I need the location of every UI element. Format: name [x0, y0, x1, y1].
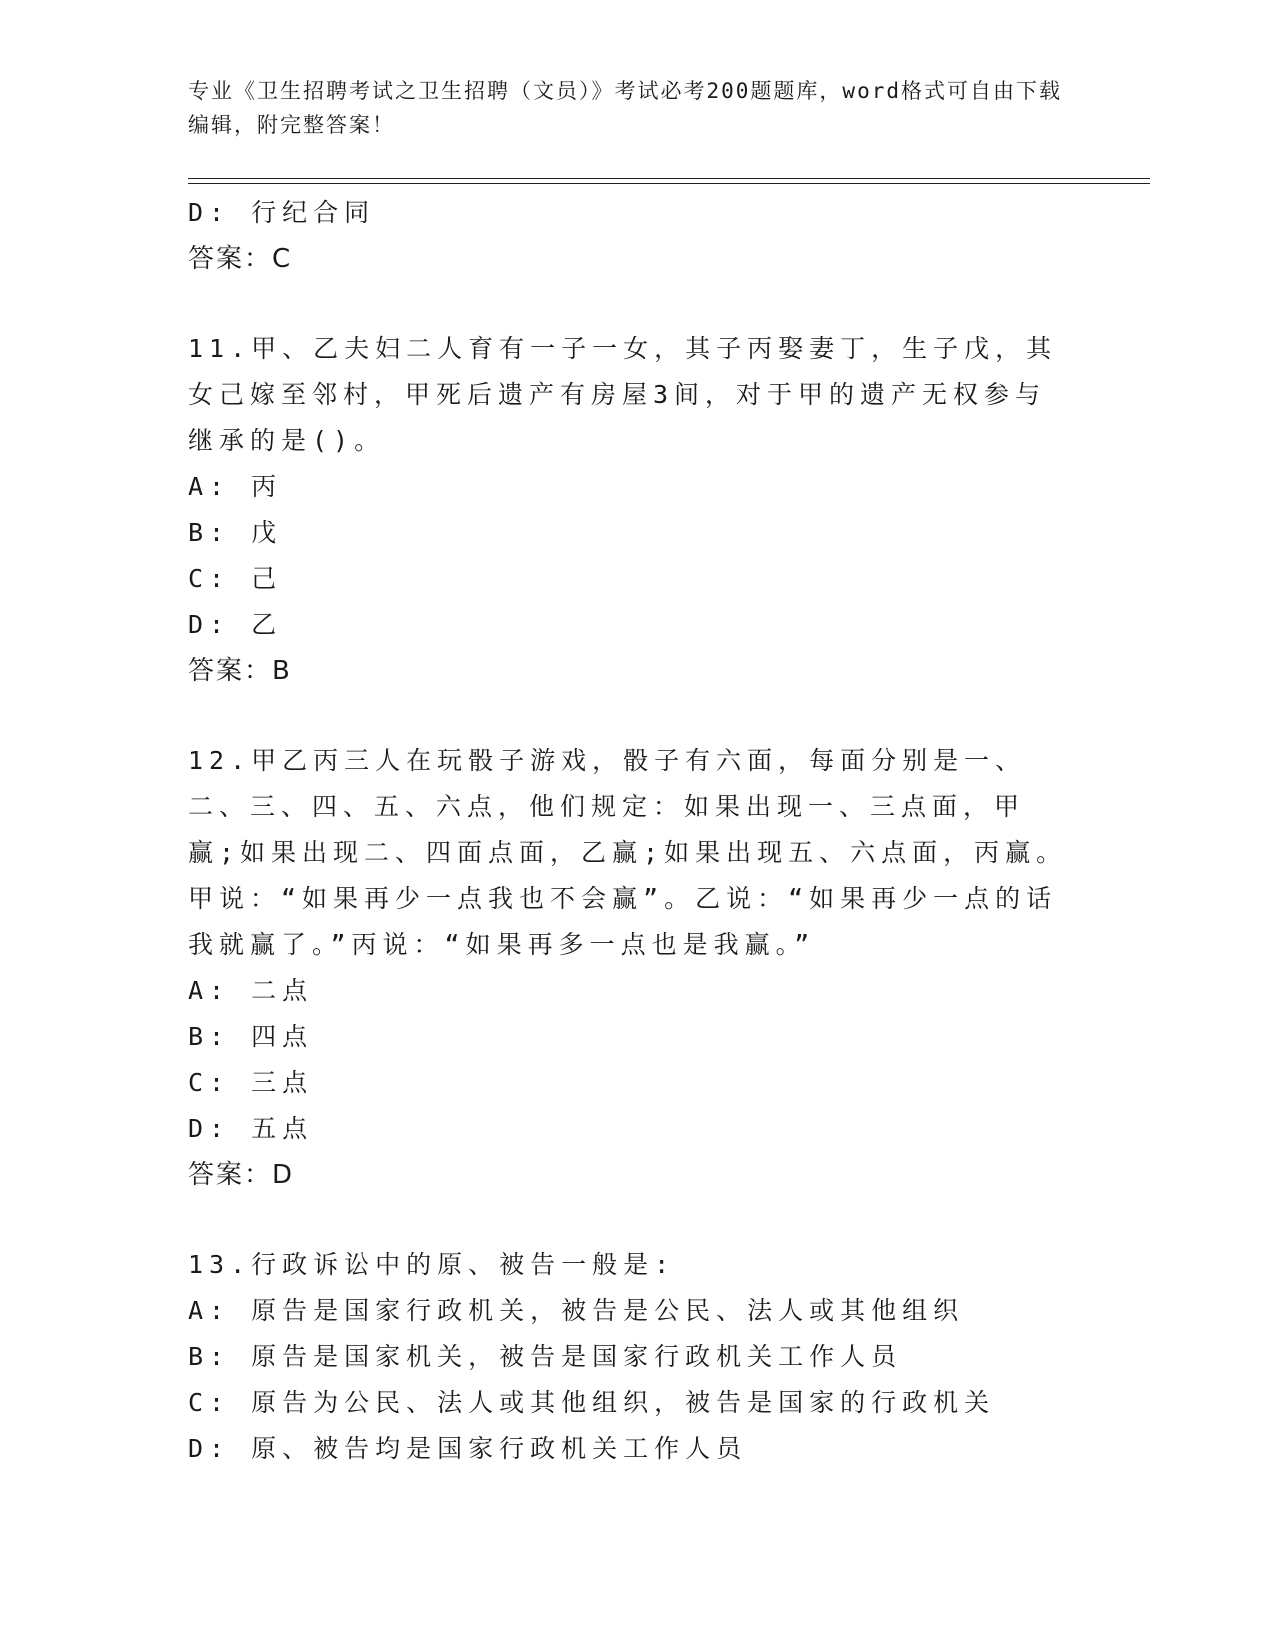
document-header: 专业《卫生招聘考试之卫生招聘（文员）》考试必考200题题库，word格式可自由下载编辑，附完整答案！: [188, 79, 1062, 137]
answer-line: 答案：D: [188, 1160, 295, 1190]
option-c: C: 原告为公民、法人或其他组织，被告是国家的行政机关: [188, 1388, 996, 1417]
question-12: [188, 738, 1088, 1198]
question-stem: 12.甲乙丙三人在玩骰子游戏，骰子有六面，每面分别是一、二、三、四、五、六点，他们规定：如果出现一、三点面，甲赢;如果出现二、四面点面，乙赢;如果出现五、六点面，丙赢。甲说：“如果再少一点我也不会赢”。乙说：“如果再少一点的话我就赢了。”丙说：“如果再多一点也是我赢。”: [188, 746, 1068, 959]
answer-line: 答案：B: [188, 656, 292, 686]
question-10-tail: [188, 190, 1088, 282]
option-b: B: 戊: [188, 518, 283, 547]
document-body: [188, 190, 1088, 1472]
option-d: D: 原、被告均是国家行政机关工作人员: [188, 1434, 748, 1463]
option-c: C: 己: [188, 564, 283, 593]
option-b: B: 原告是国家机关，被告是国家行政机关工作人员: [188, 1342, 903, 1371]
question-13: [188, 1242, 1088, 1472]
option-a: A: 二点: [188, 976, 314, 1005]
option-a: A: 原告是国家行政机关，被告是公民、法人或其他组织: [188, 1296, 965, 1325]
question-stem: 11.甲、乙夫妇二人育有一子一女，其子丙娶妻丁，生子戊，其女己嫁至邻村，甲死后遗产有房屋3间，对于甲的遗产无权参与继承的是()。: [188, 334, 1058, 455]
header-rule-bottom: [188, 183, 1150, 184]
option-b: B: 四点: [188, 1022, 314, 1051]
option-d: D: 五点: [188, 1114, 314, 1143]
header-rule-top: [188, 178, 1150, 179]
question-stem: 13.行政诉讼中的原、被告一般是:: [188, 1250, 676, 1279]
option-c: C: 三点: [188, 1068, 314, 1097]
option-d: D: 乙: [188, 610, 283, 639]
answer-line: 答案：C: [188, 244, 293, 274]
option-a: A: 丙: [188, 472, 283, 501]
question-11: [188, 326, 1088, 694]
option-d: D: 行纪合同: [188, 198, 376, 227]
